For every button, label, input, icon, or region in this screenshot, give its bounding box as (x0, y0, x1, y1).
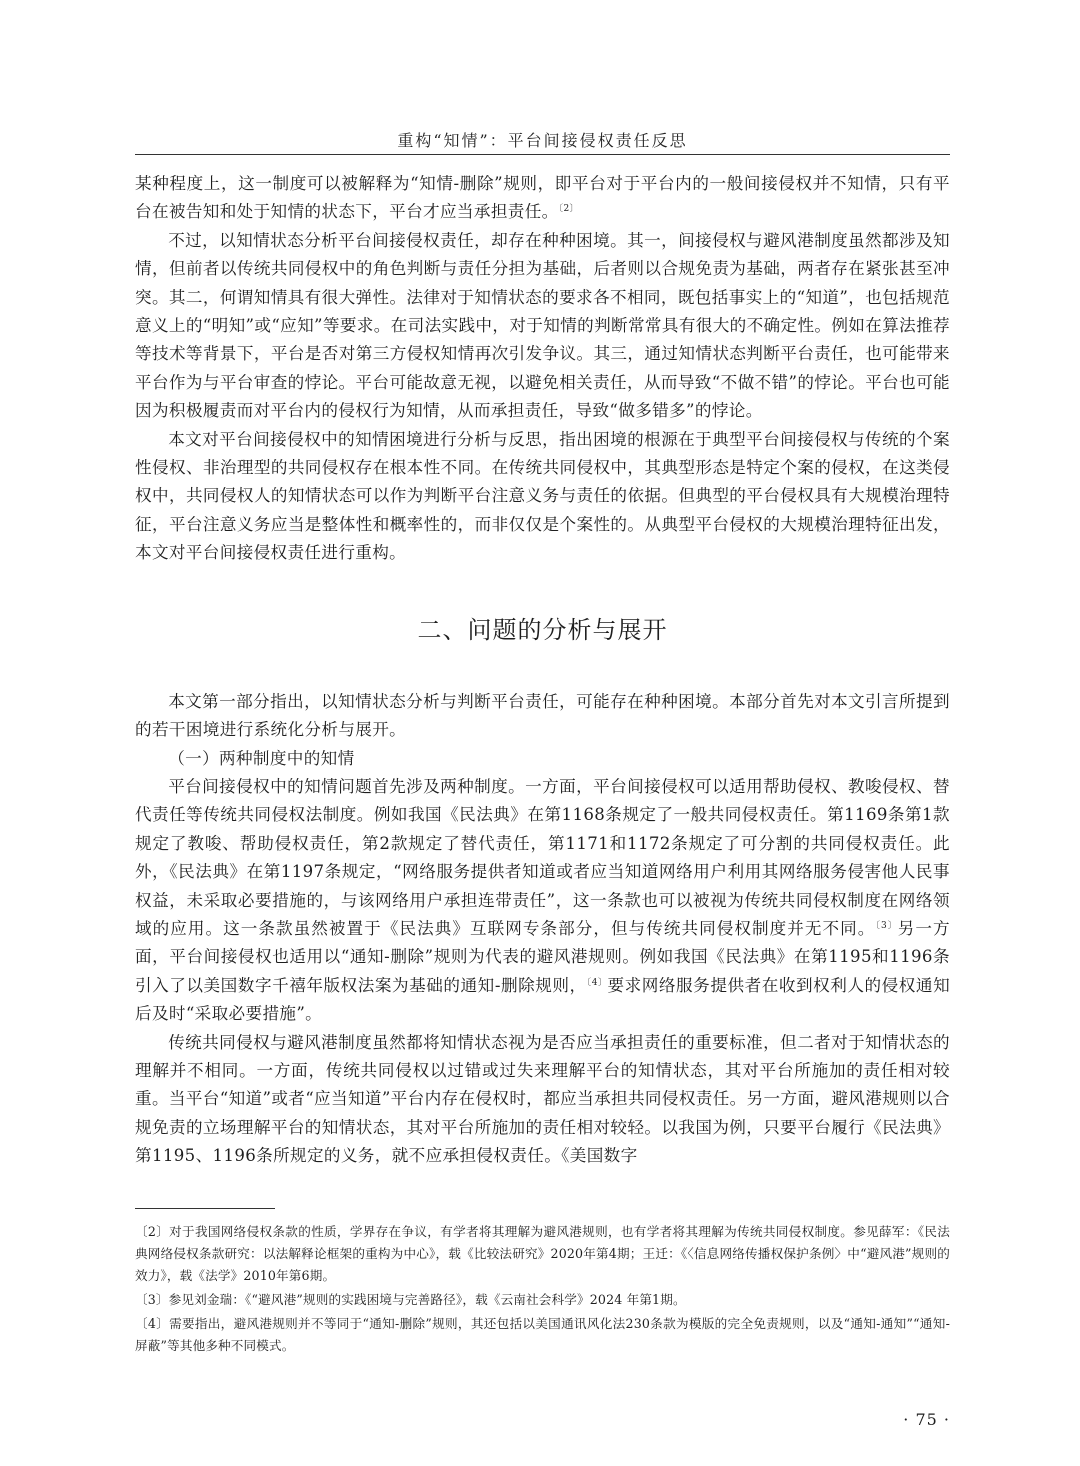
footnotes (135, 1221, 950, 1359)
running-head-title: 重构“知情”：平台间接侵权责任反思 (397, 131, 688, 150)
paragraph-3: 本文对平台间接侵权中的知情困境进行分析与反思，指出困境的根源在于典型平台间接侵权与传统的个案性侵权、非治理型的共同侵权存在根本性不同。在传统共同侵权中，其典型形态是特定个案的侵权，在这类侵权中，共同侵权人的知情状态可以作为判断平台注意义务与责任的依据。但典型的平台侵权具有大规模治理特征，平台注意义务应当是整体性和概率性的，而非仅仅是个案性的。从典型平台侵权的大规模治理特征出发，本文对平台间接侵权责任进行重构。 (135, 429, 950, 563)
paragraph-5-text-a: 平台间接侵权中的知情问题首先涉及两种制度。一方面，平台间接侵权可以适用帮助侵权、教唆侵权、替代责任等传统共同侵权法制度。例如我国《民法典》在第1168条规定了一般共同侵权责任。第1169条第1款规定了教唆、帮助侵权责任，第2款规定了替代责任，第1171和1172条规定了可分割的共同侵权责任。此外，《民法典》在第1197条规定，“网络服务提供者知道或者应当知道网络用户利用其网络服务侵害他人民事权益，未采取必要措施的，与该网络用户承担连带责任”，这一条款也可以被视为传统共同侵权制度在网络领域的应用。这一条款虽然被置于《民法典》互联网专条部分，但与传统共同侵权制度并无不同。 (135, 776, 950, 938)
page-number: · 75 · (903, 1410, 950, 1429)
footnote-4: 〔4〕需要指出，避风港规则并不等同于“通知-删除”规则，其还包括以美国通讯风化法230条款为模版的完全免责规则，以及“通知-通知”“通知-屏蔽”等其他多种不同模式。 (135, 1316, 950, 1353)
footnote-ref-3: 〔3〕 (875, 920, 898, 931)
section-title: 二、问题的分析与展开 (417, 615, 668, 644)
paragraph-2: 不过，以知情状态分析平台间接侵权责任，却存在种种困境。其一，间接侵权与避风港制度虽然都涉及知情，但前者以传统共同侵权中的角色判断与责任分担为基础，后者则以合规免责为基础，两者存在紧张甚至冲突。其二，何谓知情具有很大弹性。法律对于知情状态的要求各不相同，既包括事实上的“知道”，也包括规范意义上的“明知”或“应知”等要求。在司法实践中，对于知情的判断常常具有很大的不确定性。例如在算法推荐等技术等背景下，平台是否对第三方侵权知情再次引发争议。其三，通过知情状态判断平台责任，也可能带来平台作为与平台审查的悖论。平台可能故意无视，以避免相关责任，从而导致“不做不错”的悖论。平台也可能因为积极履责而对平台内的侵权行为知情，从而承担责任，导致“做多错多”的悖论。 (135, 230, 950, 421)
main-body (135, 170, 950, 1171)
paragraph-5-text-c: 要求网络服务提供者在收到权利人的侵权通知后及时“采取必要措施”。 (135, 975, 951, 1024)
paragraph-4: 本文第一部分指出，以知情状态分析与判断平台责任，可能存在种种困境。本部分首先对本文引言所提到的若干困境进行系统化分析与展开。 (135, 691, 950, 740)
footnote-ref-4: 〔4〕 (586, 977, 608, 988)
paragraph-5-text-b: 另一方面，平台间接侵权也适用以“通知-删除”规则为代表的避风港规则。例如我国《民法典》在第1195和1196条引入了以美国数字千禧年版权法案为基础的通知-删除规则， (135, 918, 950, 995)
paragraph-1 (135, 170, 950, 227)
paragraph-6: 传统共同侵权与避风港制度虽然都将知情状态视为是否应当承担责任的重要标准，但二者对于知情状态的理解并不相同。一方面，传统共同侵权以过错或过失来理解平台的知情状态，其对平台所施加的责任相对较重。当平台“知道”或者“应当知道”平台内存在侵权时，都应当承担共同侵权责任。另一方面，避风港规则以合规免责的立场理解平台的知情状态，其对平台所施加的责任相对较轻。以我国为例，只要平台履行《民法典》第1195、1196条所规定的义务，就不应承担侵权责任。《美国数字 (135, 1032, 950, 1166)
footnote-rule (135, 1208, 275, 1209)
header-rule (135, 154, 950, 155)
subsection-heading: （一）两种制度中的知情 (168, 748, 355, 768)
paragraph-1-text: 某种程度上，这一制度可以被解释为“知情-删除”规则，即平台对于平台内的一般间接侵权并不知情，只有平台在被告知和处于知情的状态下，平台才应当承担责任。 (135, 174, 950, 222)
footnote-2: 〔2〕对于我国网络侵权条款的性质，学界存在争议，有学者将其理解为避风港规则，也有学者将其理解为传统共同侵权制度。参见薛军：《民法典网络侵权条款研究：以法解释论框架的重构为中心》，载《比较法研究》2020年第4期；王迁：《〈信息网络传播权保护条例〉中“避风港”规则的效力》，载《法学》2010年第6期。 (135, 1224, 950, 1283)
paragraph-5 (135, 773, 950, 1029)
footnote-ref-2: 〔2〕 (558, 204, 579, 215)
footnote-3: 〔3〕参见刘金瑞：《“避风港”规则的实践困境与完善路径》，载《云南社会科学》2024 年第1期。 (135, 1292, 686, 1307)
